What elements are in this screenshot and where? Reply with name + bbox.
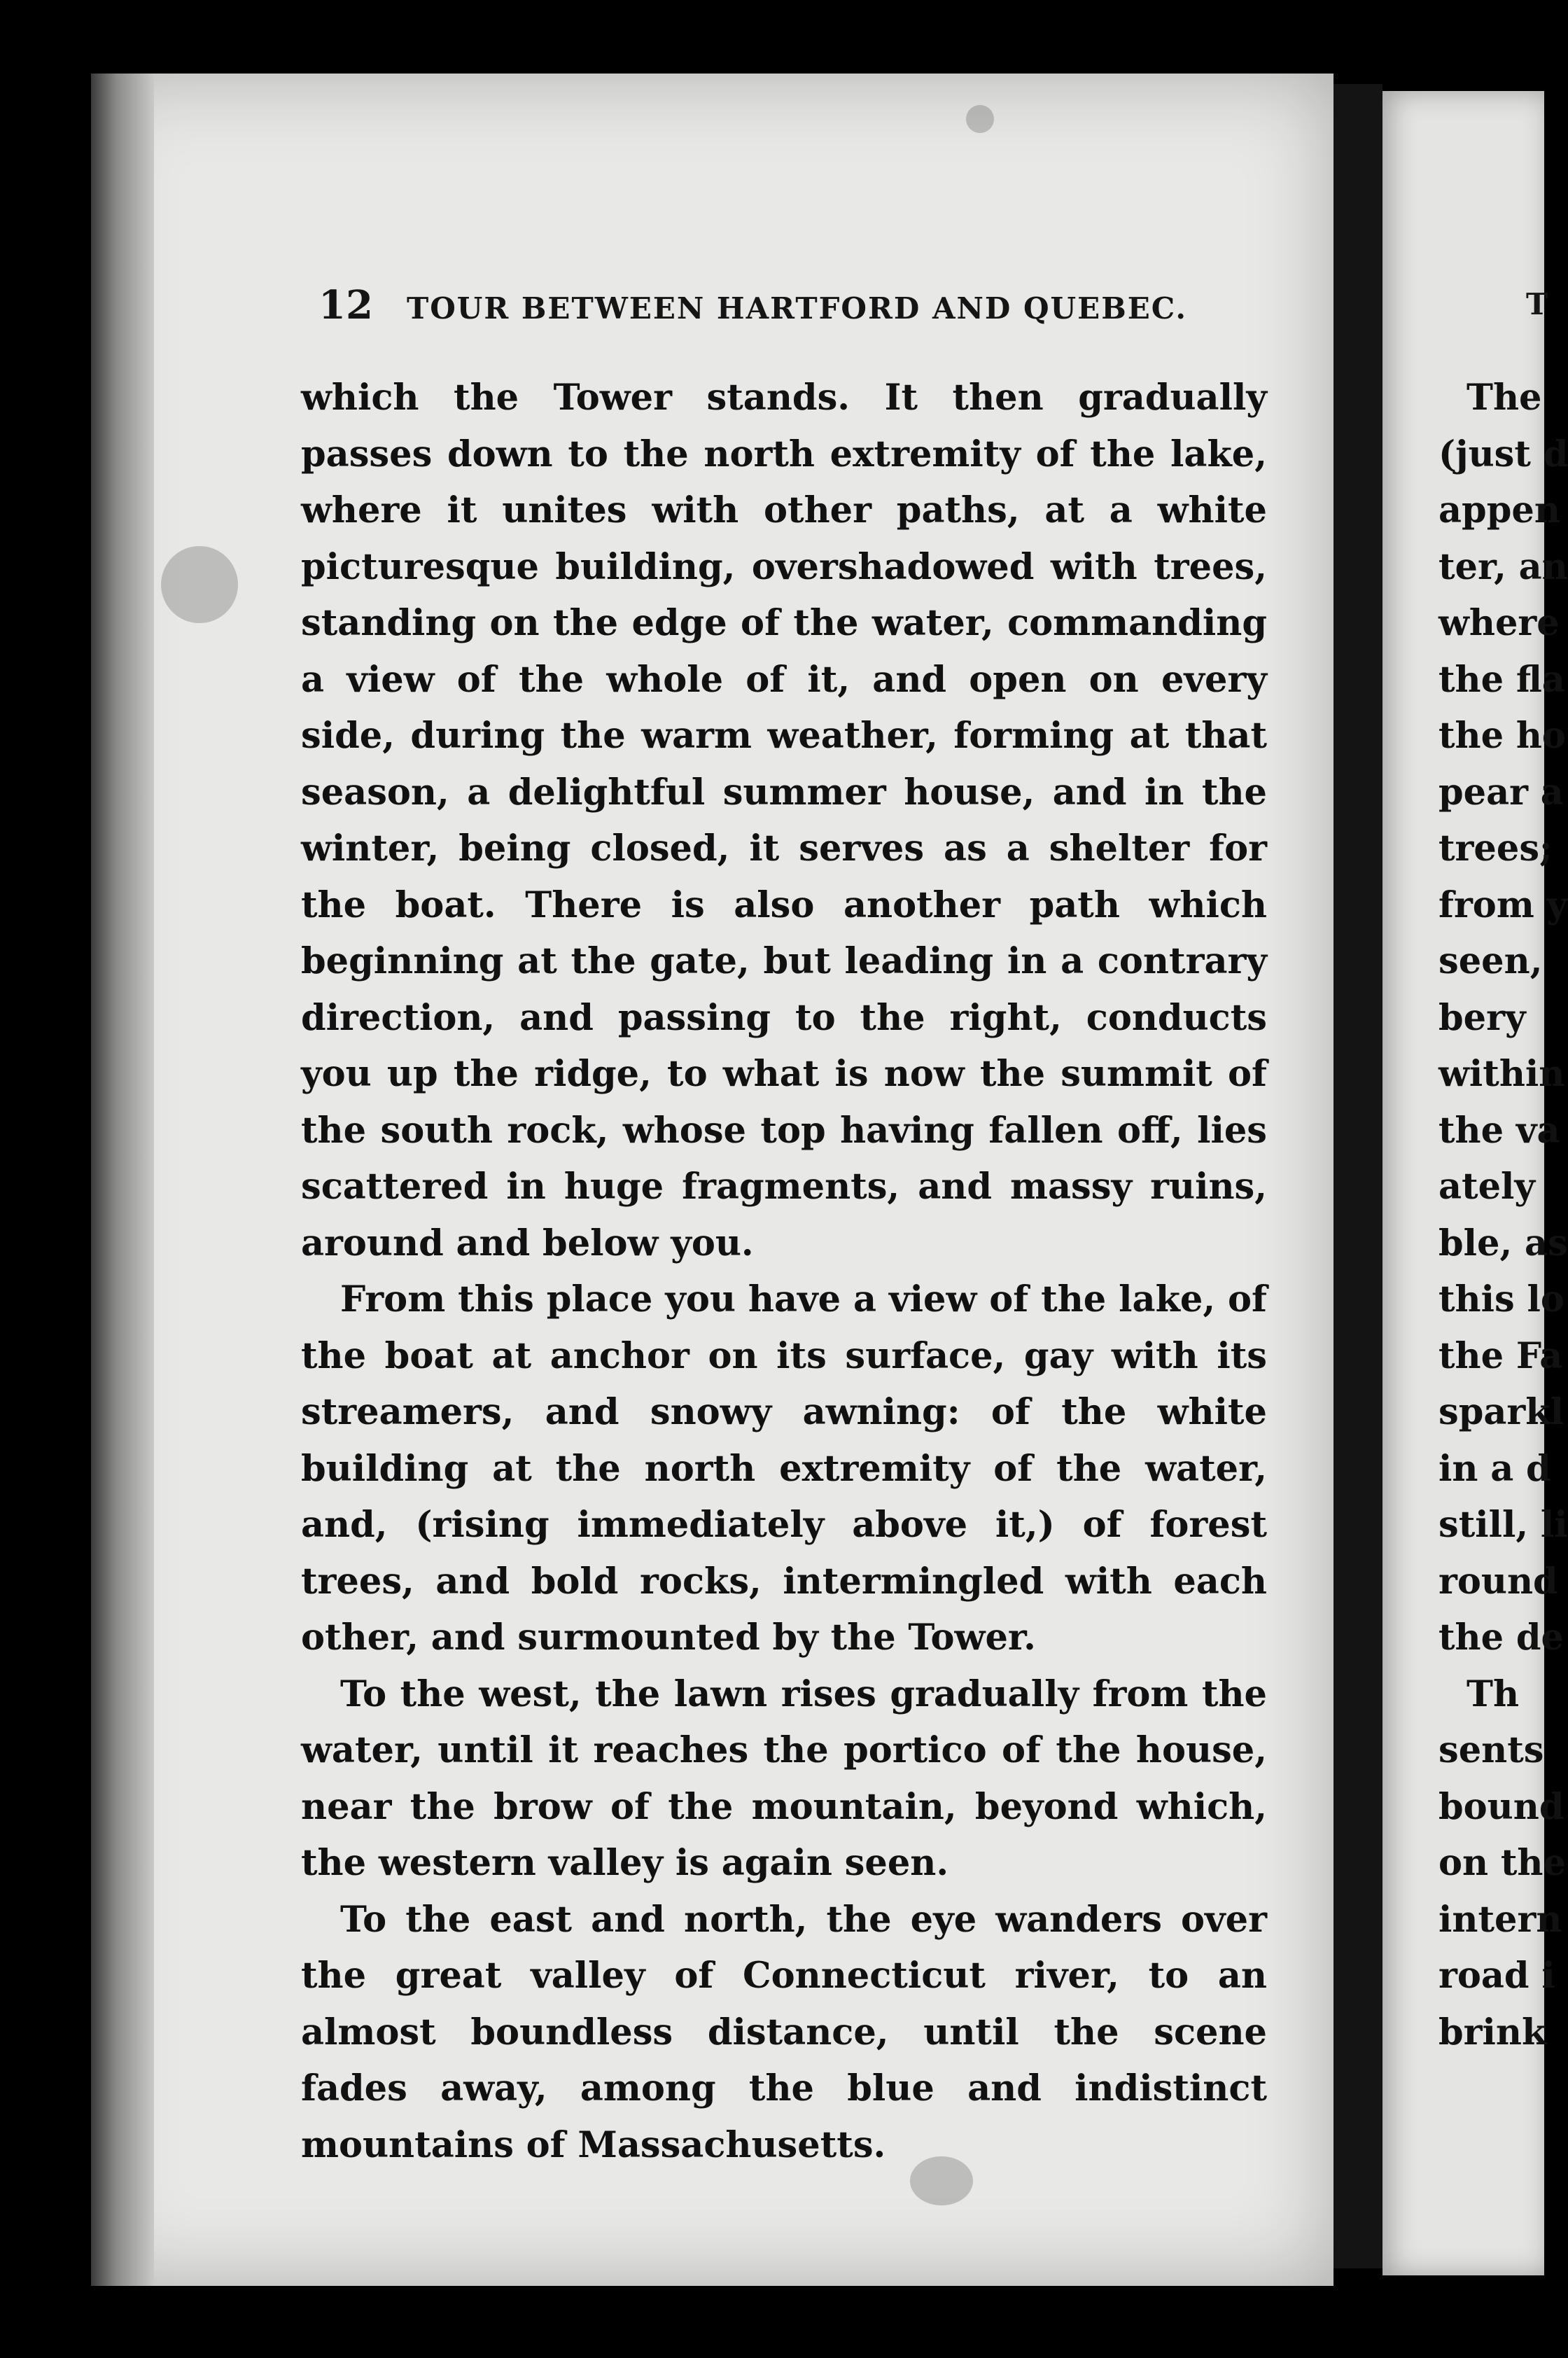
facing-page-line: pear a bbox=[1438, 771, 1564, 814]
facing-page-line: road i bbox=[1438, 1955, 1555, 1997]
facing-page-line: the va bbox=[1438, 1109, 1560, 1152]
facing-page-line: the Fa bbox=[1438, 1334, 1563, 1377]
facing-page-line: still, li bbox=[1438, 1504, 1568, 1546]
facing-page-line: from y bbox=[1438, 884, 1568, 926]
paragraph: From this place you have a view of the lake, of the boat at anchor on its surface, gay with its streamers, and snowy awning: of the white building at the north extremity of the water, and, (rising immediately above it,) of forest trees, and bold rocks, intermingled with each other, and surmounted by the Tower. bbox=[301, 1278, 1267, 1659]
facing-page-line: (just d bbox=[1438, 433, 1568, 475]
facing-page-text bbox=[1438, 370, 1568, 2060]
facing-page-line: The bbox=[1466, 377, 1542, 419]
facing-page-line: round bbox=[1438, 1560, 1558, 1603]
facing-page-line: sparkl bbox=[1438, 1391, 1564, 1433]
stain-mark bbox=[966, 105, 994, 133]
facing-page-line: trees; bbox=[1438, 828, 1553, 870]
facing-page-line: this lo bbox=[1438, 1278, 1564, 1320]
stain-mark bbox=[161, 546, 238, 623]
paragraph: which the Tower stands. It then gradually passes down to the north extremity of the lake, where it unites with other paths, at a white picturesque building, overshadowed with trees, standing on the edge of the water, commanding a view of the whole of it, and open on every side, during the warm weather, forming at that season, a delightful summer house, and in the winter, being closed, it serves as a shelter for the boat. There is also another path which beginning at the gate, but leading in a contrary direction, and passing to the right, conducts you up the ridge, to what is now the summit of the south rock, whose top having fallen off, lies scattered in huge fragments, and massy ruins, around and below you. bbox=[301, 377, 1267, 1264]
facing-page-line: ately bbox=[1438, 1166, 1536, 1208]
facing-page-line: sents bbox=[1438, 1729, 1544, 1771]
body-text bbox=[301, 370, 1267, 2173]
facing-page-line: in a d bbox=[1438, 1447, 1551, 1490]
facing-page-line: where bbox=[1438, 602, 1560, 644]
facing-page-line: the de bbox=[1438, 1617, 1564, 1659]
facing-page-line: intern bbox=[1438, 1898, 1562, 1941]
facing-page-line: the fla bbox=[1438, 658, 1565, 701]
facing-page-line: Th bbox=[1466, 1673, 1520, 1715]
running-title: TOUR BETWEEN HARTFORD AND QUEBEC. bbox=[406, 291, 1188, 326]
facing-page-line: on the bbox=[1438, 1842, 1566, 1884]
facing-page-line: within bbox=[1438, 1053, 1565, 1095]
running-header bbox=[318, 282, 1270, 328]
facing-page-line: bound bbox=[1438, 1785, 1564, 1828]
facing-page-line: the ho bbox=[1438, 715, 1566, 757]
facing-page-line: bery bbox=[1438, 996, 1526, 1039]
facing-page-line: ble, as bbox=[1438, 1222, 1568, 1264]
paragraph: To the east and north, the eye wanders over the great valley of Connecticut river, to an almost boundless distance, until the scene fades away, among the blue and indistinct mountains of Massachusetts. bbox=[301, 1898, 1267, 2166]
page-number: 12 bbox=[318, 282, 373, 328]
facing-page-line: seen, bbox=[1438, 940, 1543, 982]
facing-page-line: ter, an bbox=[1438, 545, 1568, 588]
paragraph: To the west, the lawn rises gradually from the water, until it reaches the portico of the house, near the brow of the mountain, beyond which, the western valley is again seen. bbox=[301, 1673, 1267, 1884]
facing-page-line: appen bbox=[1438, 489, 1560, 531]
facing-page-line: brink bbox=[1438, 2011, 1547, 2053]
facing-page-header-fragment: T bbox=[1526, 287, 1548, 321]
book-spine bbox=[1334, 84, 1382, 2268]
